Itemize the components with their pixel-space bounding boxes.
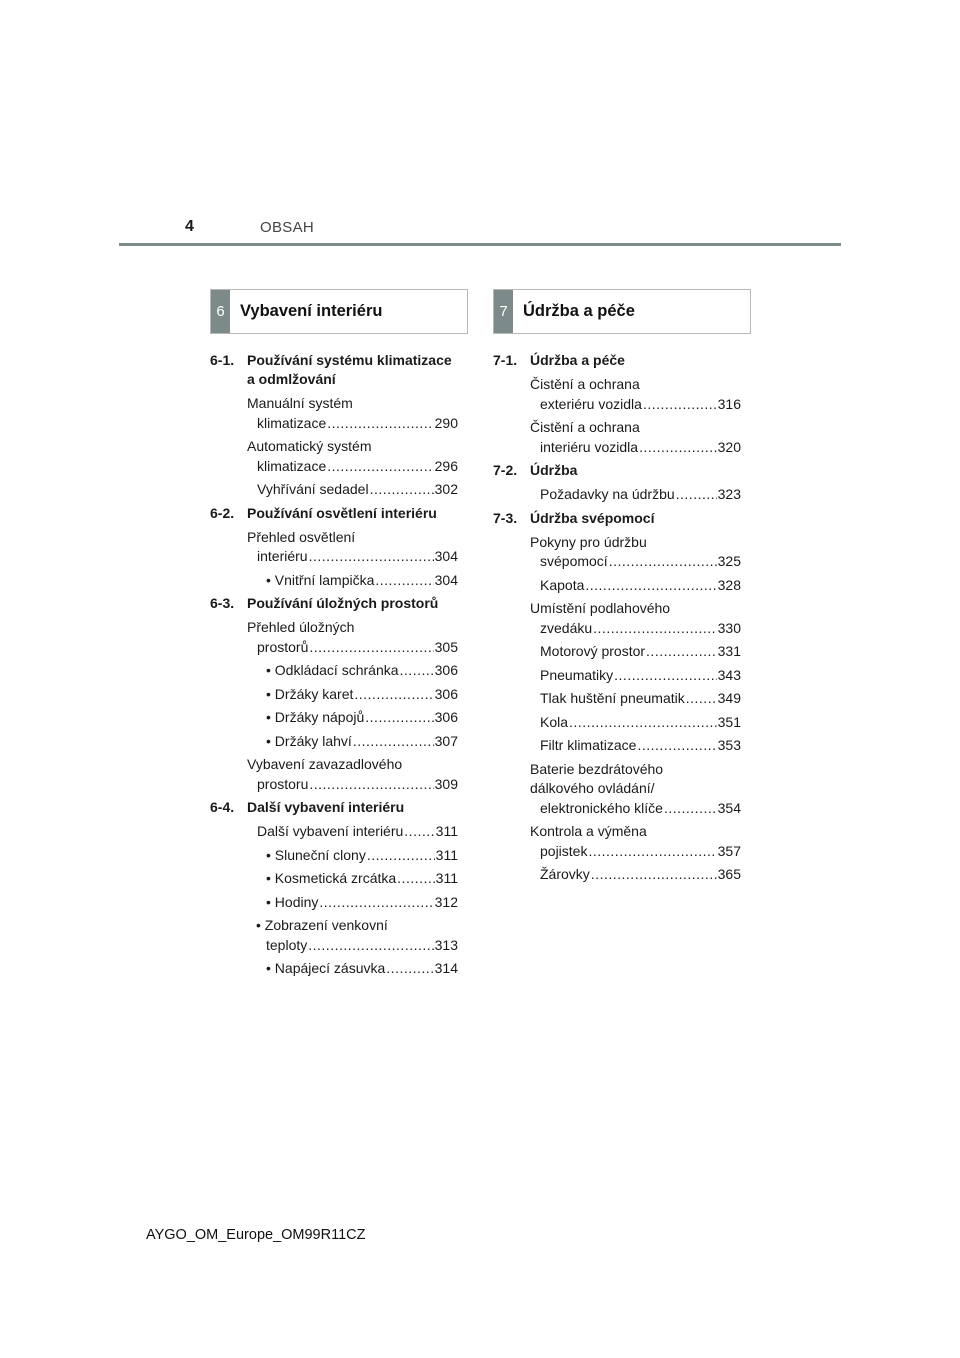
toc-entry-last-line — [266, 936, 458, 956]
toc-entry-text: teploty — [266, 936, 308, 953]
section-title: Používání osvětlení interiéru — [247, 504, 437, 521]
section-title: Další vybavení interiéru — [247, 799, 405, 815]
toc-entry-text: prostorů — [257, 638, 309, 655]
page-number: 4 — [185, 218, 194, 235]
toc-entry-text: • Odkládací schránka — [266, 662, 399, 678]
toc-page-number: 296 — [434, 457, 458, 474]
chapter-title: Údržba a péče — [523, 302, 635, 320]
toc-entry[interactable] — [530, 485, 741, 505]
dot-leader — [569, 713, 717, 733]
toc-entry-text: • Napájecí zásuvka — [266, 960, 386, 976]
toc-entry-line: Přehled osvětlení — [247, 528, 356, 545]
toc-entry-last-line — [540, 642, 741, 662]
toc-entry[interactable] — [256, 893, 458, 913]
toc-entry-text: zvedáku — [540, 619, 593, 636]
section-number: 6-2. — [210, 504, 235, 521]
chapter-column-7 — [493, 289, 751, 889]
toc-page-number: 302 — [434, 481, 458, 497]
toc-entry[interactable] — [530, 418, 741, 457]
toc-entry-text: svépomocí — [540, 553, 608, 569]
toc-entry-last-line — [540, 576, 741, 596]
header-title: OBSAH — [260, 219, 315, 236]
toc-entry-line: Vybavení zavazadlového — [247, 756, 403, 772]
dot-leader — [609, 552, 717, 572]
section-title: Údržba — [530, 462, 578, 478]
dot-leader — [400, 661, 434, 681]
section-heading[interactable] — [493, 351, 741, 370]
chapter-number-tab: 6 — [211, 290, 230, 333]
section-number: 7-3. — [493, 509, 518, 526]
toc-entry[interactable] — [247, 437, 458, 476]
toc-entry-last-line — [266, 661, 458, 681]
toc-page-number: 330 — [717, 619, 741, 636]
dot-leader — [309, 547, 434, 567]
toc-entry-line: Přehled úložných — [247, 619, 355, 635]
toc-entry-text: Filtr klimatizace — [540, 737, 637, 753]
toc-entry-text: • Držáky nápojů — [266, 709, 365, 725]
toc-entry-last-line — [257, 480, 458, 500]
toc-page-number: 305 — [434, 638, 458, 655]
toc-page-number: 309 — [434, 775, 458, 792]
section-heading[interactable] — [210, 504, 458, 523]
dot-leader — [309, 775, 433, 795]
toc-entry-last-line — [257, 638, 458, 658]
dot-leader — [327, 414, 433, 434]
toc-page-number: 354 — [717, 799, 741, 816]
toc-entry-text: elektronického klíče — [540, 799, 663, 816]
toc-entry-line: Manuální systém — [247, 395, 353, 411]
chapter-title: Vybavení interiéru — [240, 302, 383, 320]
toc-entry-last-line — [540, 666, 741, 686]
toc-entry-text: • Kosmetická zrcátka — [266, 870, 397, 886]
dot-leader — [354, 685, 433, 705]
chapter-heading — [210, 289, 468, 334]
toc-entry[interactable] — [256, 846, 458, 866]
toc-entry-text: Kapota — [540, 576, 585, 593]
toc-page-number: 311 — [435, 870, 458, 886]
toc-entry-text: Kola — [540, 713, 569, 730]
toc-entry-text: • Držáky karet — [266, 685, 354, 702]
section-heading[interactable] — [210, 351, 458, 389]
toc-entry-last-line — [257, 547, 458, 567]
dot-leader — [386, 959, 433, 979]
footer-doc-code: AYGO_OM_Europe_OM99R11CZ — [146, 1227, 366, 1243]
toc-entry-last-line — [266, 846, 458, 866]
dot-leader — [367, 846, 435, 866]
toc-entry[interactable] — [530, 599, 741, 638]
toc-entry[interactable] — [256, 708, 458, 728]
toc-entry[interactable] — [256, 571, 458, 591]
toc-entry[interactable] — [530, 642, 741, 662]
dot-leader — [593, 619, 716, 639]
toc-entry[interactable] — [247, 394, 458, 433]
dot-leader — [643, 395, 717, 415]
toc-entry-last-line — [540, 799, 741, 819]
toc-entry[interactable] — [247, 480, 458, 500]
toc-entry-text: exteriéru vozidla — [540, 395, 642, 412]
toc-entry-line: Baterie bezdrátového — [530, 760, 664, 777]
toc-entry-last-line — [540, 395, 741, 415]
toc-entry[interactable] — [247, 618, 458, 657]
toc-entry-last-line — [540, 736, 741, 756]
dot-leader — [686, 689, 717, 709]
chapter-heading — [493, 289, 751, 334]
toc-page-number: 307 — [434, 732, 458, 749]
toc-entry-text: pojistek — [540, 842, 588, 859]
toc-entry-last-line — [540, 713, 741, 733]
toc-entry-last-line — [257, 414, 458, 434]
toc-entry-text: interiéru — [257, 548, 308, 564]
dot-leader — [676, 485, 717, 505]
toc-entry-last-line — [266, 685, 458, 705]
toc-page-number: 328 — [717, 576, 741, 593]
toc-entry-last-line — [540, 842, 741, 862]
toc-entry-text: • Držáky lahví — [266, 732, 352, 749]
toc-page-number: 311 — [435, 846, 458, 863]
toc-page-number: 351 — [717, 713, 741, 730]
toc-entry-text: klimatizace — [257, 457, 327, 474]
toc-entry-last-line — [266, 708, 458, 728]
toc-entry-last-line — [257, 457, 458, 477]
toc-entry-last-line — [266, 893, 458, 913]
dot-leader — [365, 708, 433, 728]
toc-entry-last-line — [266, 571, 458, 591]
toc-entry[interactable] — [530, 822, 741, 861]
section-number: 6-1. — [210, 352, 235, 368]
toc-entry-text: Motorový prostor — [540, 643, 646, 659]
toc-page-number: 357 — [717, 842, 741, 859]
toc-list — [493, 351, 751, 885]
toc-entry-line: Kontrola a výměna — [530, 823, 647, 839]
section-number: 6-4. — [210, 799, 235, 815]
toc-entry[interactable] — [530, 713, 741, 733]
toc-entry-text: • Sluneční clony — [266, 846, 366, 863]
dot-leader — [637, 736, 716, 756]
dot-leader — [585, 576, 716, 596]
toc-entry[interactable] — [530, 689, 741, 709]
toc-entry-text: Žárovky — [540, 866, 590, 882]
toc-entry-last-line — [257, 775, 458, 795]
toc-entry[interactable] — [256, 869, 458, 889]
toc-page-number: 306 — [434, 685, 458, 702]
toc-page-number: 306 — [434, 709, 458, 725]
toc-page-number: 304 — [434, 548, 458, 564]
section-title: Používání systému klimatizace a odmlžování — [247, 352, 452, 387]
toc-entry-line: dálkového ovládání/ — [530, 780, 655, 796]
toc-entry[interactable] — [256, 959, 458, 979]
section-heading[interactable] — [210, 798, 458, 817]
toc-entry-last-line — [540, 865, 741, 885]
toc-entry[interactable] — [530, 533, 741, 572]
toc-page-number: 349 — [717, 690, 741, 706]
toc-page-number: 353 — [717, 737, 741, 753]
dot-leader — [639, 438, 717, 458]
dot-leader — [319, 893, 433, 913]
toc-entry-last-line — [266, 732, 458, 752]
dot-leader — [353, 732, 434, 752]
toc-entry-line: Pokyny pro údržbu — [530, 533, 647, 550]
dot-leader — [308, 936, 433, 956]
toc-entry-text: Požadavky na údržbu — [540, 486, 675, 502]
toc-entry-last-line — [540, 619, 741, 639]
toc-page-number: 306 — [434, 662, 458, 678]
toc-entry-last-line — [540, 485, 741, 505]
dot-leader — [370, 480, 434, 500]
toc-page-number: 323 — [717, 486, 741, 502]
toc-entry-text: Tlak huštění pneumatik — [540, 690, 685, 706]
toc-page-number: 365 — [717, 866, 741, 882]
section-heading[interactable] — [493, 509, 741, 528]
toc-entry-last-line — [540, 552, 741, 572]
section-title: Údržba a péče — [530, 352, 625, 368]
toc-page-number: 325 — [717, 553, 741, 569]
toc-entry[interactable] — [530, 666, 741, 686]
toc-page-number: 290 — [434, 414, 458, 431]
toc-entry[interactable] — [256, 916, 458, 955]
toc-entry-text: • Vnitřní lampička — [266, 571, 375, 588]
toc-entry-text: klimatizace — [257, 414, 327, 431]
dot-leader — [614, 666, 716, 686]
section-number: 7-1. — [493, 352, 518, 368]
toc-entry[interactable] — [530, 576, 741, 596]
toc-entry[interactable] — [247, 528, 458, 567]
toc-page-number: 311 — [435, 823, 458, 839]
header-rule — [119, 243, 841, 246]
section-number: 6-3. — [210, 595, 235, 611]
toc-page-number: 343 — [717, 666, 741, 683]
dot-leader — [397, 869, 435, 889]
toc-entry-last-line — [266, 959, 458, 979]
toc-entry-line: Čistění a ochrana — [530, 419, 640, 435]
dot-leader — [588, 842, 716, 862]
toc-entry[interactable] — [247, 755, 458, 794]
toc-page-number: 314 — [434, 960, 458, 976]
toc-page-number: 320 — [717, 438, 741, 455]
toc-entry[interactable] — [256, 732, 458, 752]
toc-entry[interactable] — [530, 760, 741, 819]
toc-entry[interactable] — [256, 661, 458, 681]
chapter-column-6 — [210, 289, 468, 983]
dot-leader — [646, 642, 717, 662]
toc-list — [210, 351, 468, 979]
section-heading[interactable] — [493, 461, 741, 480]
toc-entry-last-line — [540, 689, 741, 709]
toc-page-number: 316 — [717, 395, 741, 412]
toc-entry-last-line — [266, 869, 458, 889]
section-title: Používání úložných prostorů — [247, 595, 439, 611]
chapter-number-tab: 7 — [494, 290, 513, 333]
dot-leader — [591, 865, 717, 885]
toc-entry-line: Automatický systém — [247, 438, 372, 454]
toc-entry-line: • Zobrazení venkovní — [256, 917, 388, 933]
toc-entry[interactable] — [247, 822, 458, 842]
toc-entry[interactable] — [530, 736, 741, 756]
toc-entry-text: Pneumatiky — [540, 666, 614, 683]
toc-entry[interactable] — [256, 685, 458, 705]
section-title: Údržba svépomocí — [530, 509, 655, 526]
toc-page-number: 331 — [717, 643, 741, 659]
dot-leader — [309, 638, 433, 658]
toc-entry-line: Čistění a ochrana — [530, 376, 640, 392]
dot-leader — [404, 822, 434, 842]
section-heading[interactable] — [210, 594, 458, 613]
toc-page-number: 312 — [434, 893, 458, 910]
toc-entry-text: interiéru vozidla — [540, 438, 639, 455]
toc-entry[interactable] — [530, 375, 741, 414]
toc-entry-text: prostoru — [257, 775, 309, 792]
page-header — [0, 0, 960, 250]
toc-page-number: 313 — [434, 936, 458, 953]
dot-leader — [327, 457, 433, 477]
section-number: 7-2. — [493, 462, 518, 478]
toc-entry-last-line — [257, 822, 458, 842]
toc-entry-text: Další vybavení interiéru — [257, 823, 404, 839]
toc-entry[interactable] — [530, 865, 741, 885]
toc-page-number: 304 — [434, 571, 458, 588]
dot-leader — [375, 571, 433, 591]
toc-entry-line: Umístění podlahového — [530, 600, 671, 616]
toc-entry-text: Vyhřívání sedadel — [257, 481, 369, 497]
toc-entry-text: • Hodiny — [266, 893, 319, 910]
toc-entry-last-line — [540, 438, 741, 458]
dot-leader — [664, 799, 717, 819]
